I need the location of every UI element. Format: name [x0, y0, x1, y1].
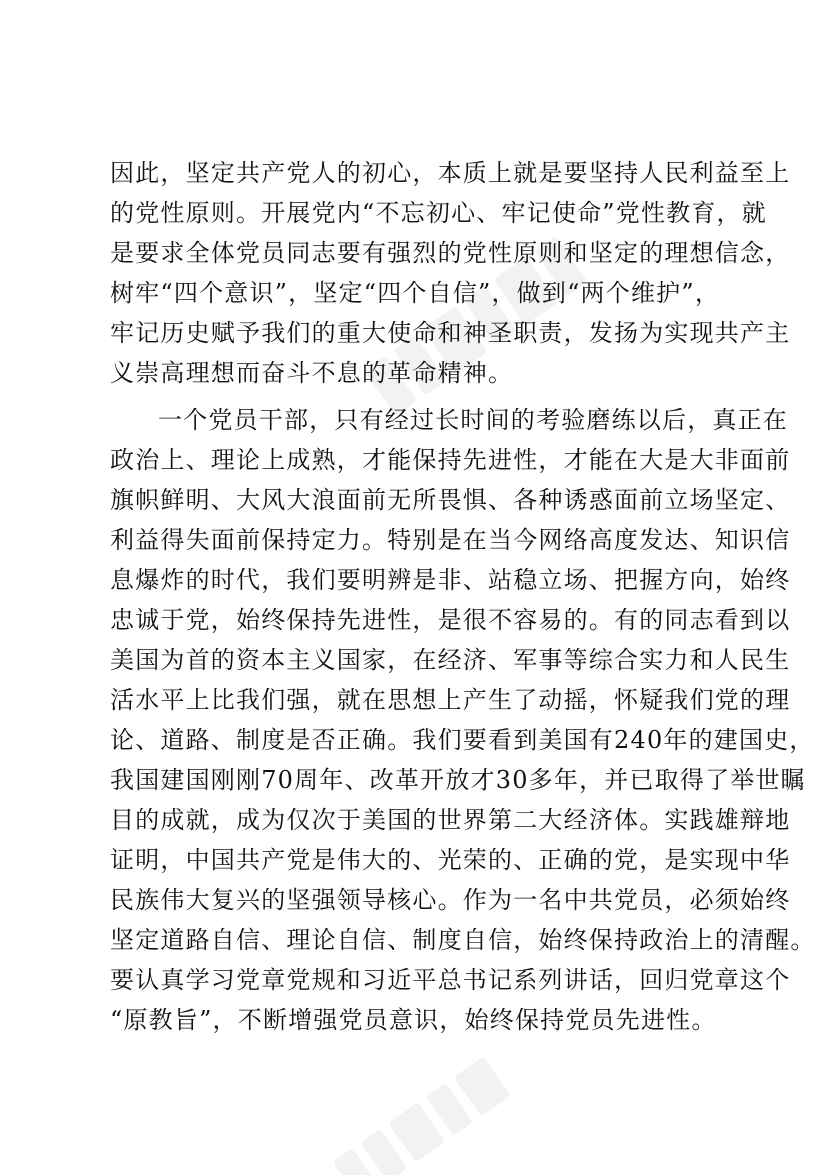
text-line: 美国为首的资本主义国家，在经济、军事等综合实力和人民生: [110, 646, 791, 674]
text-line: 忠诚于党，始终保持先进性，是很不容易的。有的同志看到以: [110, 606, 791, 634]
text-line: 目的成就，成为仅次于美国的世界第二大经济体。实践雄辩地: [110, 806, 791, 834]
text-line: 息爆炸的时代，我们要明辨是非、站稳立场、把握方向，始终: [110, 566, 791, 594]
text-line: 活水平上比我们强，就在思想上产生了动摇，怀疑我们党的理: [110, 686, 791, 714]
paragraph-first-line: 一个党员干部，只有经过长时间的考验磨练以后，真正在: [158, 406, 788, 434]
text-line: 树牢“四个意识”，坚定“四个自信”，做到“两个维护”，: [110, 279, 721, 307]
text-line: 我国建国刚刚70周年、改革开放才30多年，并已取得了举世瞩: [110, 766, 806, 794]
text-line: 政治上、理论上成熟，才能保持先进性，才能在大是大非面前: [110, 446, 791, 474]
text-line: “原教旨”，不断增强党员意识，始终保持党员先进性。: [110, 1006, 717, 1034]
text-line: 要认真学习党章党规和习近平总书记系列讲话，回归党章这个: [110, 966, 791, 994]
text-line: 因此，坚定共产党人的初心，本质上就是要坚持人民利益至上: [110, 159, 791, 187]
text-line: 牢记历史赋予我们的重大使命和神圣职责，发扬为实现共产主: [110, 319, 791, 347]
text-line: 坚定道路自信、理论自信、制度自信，始终保持政治上的清醒。: [110, 926, 816, 954]
text-line: 的党性原则。开展党内“不忘初心、牢记使命”党性教育，就: [110, 199, 767, 227]
text-line: 民族伟大复兴的坚强领导核心。作为一名中共党员，必须始终: [110, 886, 791, 914]
text-line: 论、道路、制度是否正确。我们要看到美国有240年的建国史，: [110, 726, 815, 754]
text-line: 利益得失面前保持定力。特别是在当今网络高度发达、知识信: [110, 526, 791, 554]
text-line: 旗帜鲜明、大风大浪面前无所畏惧、各种诱惑面前立场坚定、: [110, 486, 791, 514]
text-line: 证明，中国共产党是伟大的、光荣的、正确的党，是实现中华: [110, 846, 791, 874]
text-line: 义崇高理想而奋斗不息的革命精神。: [110, 359, 514, 387]
text-line: 是要求全体党员同志要有强烈的党性原则和坚定的理想信念，: [110, 239, 791, 267]
